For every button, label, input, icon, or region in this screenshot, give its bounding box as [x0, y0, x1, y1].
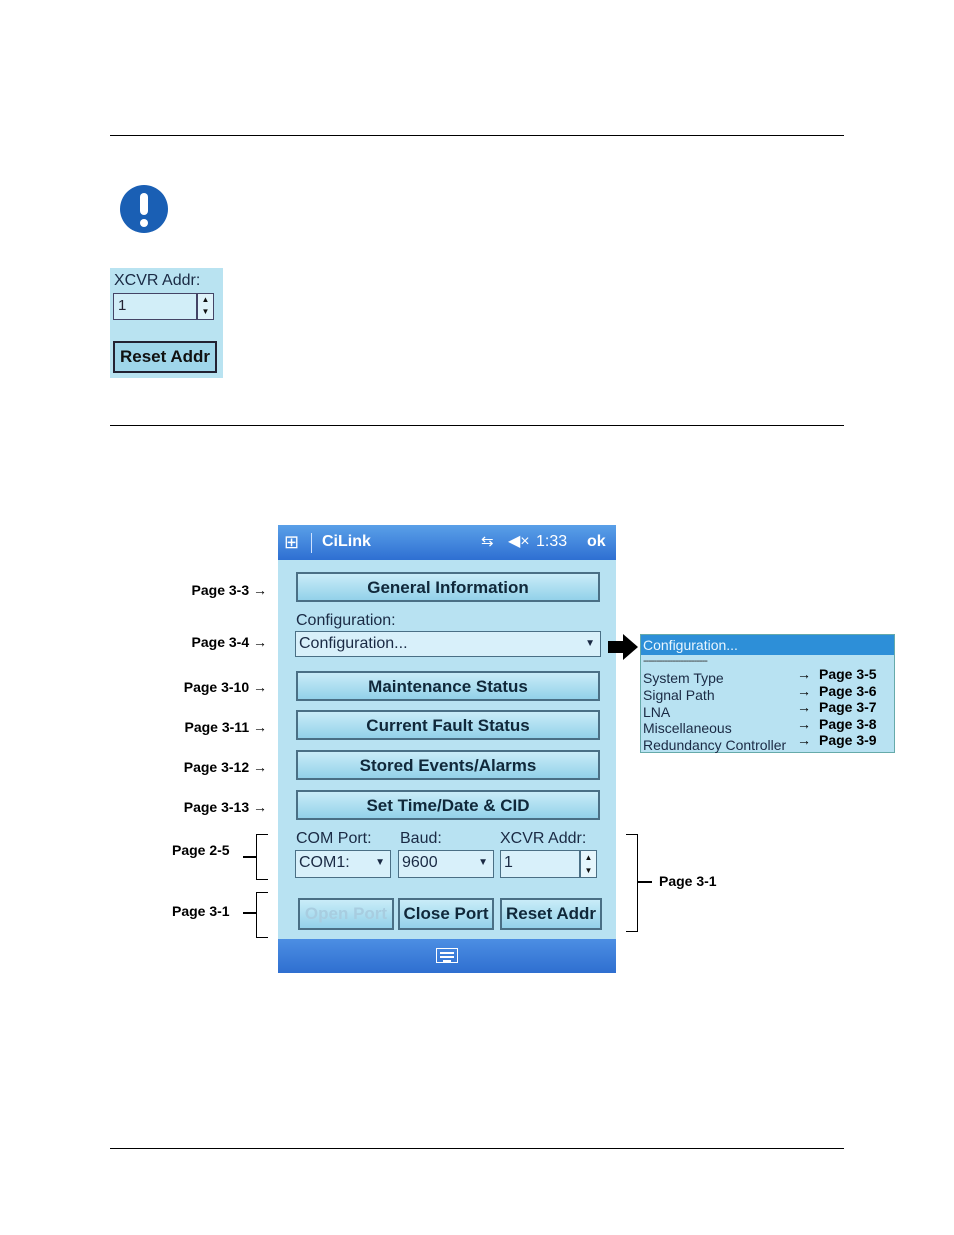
popup-page-ref: Page 3-9 — [819, 732, 877, 748]
inset-reset-addr-button[interactable]: Reset Addr — [113, 341, 217, 373]
current-fault-status-button[interactable]: Current Fault Status — [296, 710, 600, 740]
general-information-button[interactable]: General Information — [296, 572, 600, 602]
volume-muted-icon[interactable]: ◀× — [508, 533, 530, 550]
windows-logo-icon[interactable]: ⊞ — [284, 532, 300, 552]
right-arrow-icon — [608, 634, 638, 660]
popup-page-ref: Page 3-7 — [819, 699, 877, 715]
ref-com: Page 2-5 — [172, 842, 230, 858]
popup-item[interactable]: System Type — [643, 670, 724, 686]
popup-arrow: → — [797, 699, 811, 715]
xcvr-addr-label: XCVR Addr: — [500, 830, 587, 847]
chevron-down-icon: ▼ — [375, 857, 385, 868]
inset-xcvr-label: XCVR Addr: — [114, 272, 201, 289]
bottom-rule — [110, 1148, 844, 1149]
title-bar — [278, 525, 616, 560]
spin-down-icon[interactable]: ▼ — [584, 866, 593, 875]
ref-xcvr: Page 3-1 — [659, 873, 717, 889]
ref-general: Page 3-3 → — [191, 582, 267, 598]
baud-select[interactable]: 9600 ▼ — [398, 850, 494, 878]
com-port-label: COM Port: — [296, 830, 372, 847]
open-port-button[interactable]: Open Port — [298, 898, 394, 930]
xcvr-spinner[interactable] — [580, 850, 597, 878]
set-time-date-button[interactable]: Set Time/Date & CID — [296, 790, 600, 820]
connectivity-icon[interactable]: ⇆ — [481, 533, 494, 550]
popup-item[interactable]: Signal Path — [643, 687, 715, 703]
popup-item[interactable]: LNA — [643, 704, 671, 720]
popup-page-ref: Page 3-5 — [819, 666, 877, 682]
reset-addr-button[interactable]: Reset Addr — [500, 898, 602, 930]
configuration-popup — [640, 634, 895, 753]
inset-spinner[interactable] — [197, 293, 214, 320]
ok-button[interactable]: ok — [587, 533, 606, 550]
popup-page-ref: Page 3-8 — [819, 716, 877, 732]
ref-events: Page 3-12 → — [183, 759, 267, 775]
ref-maint: Page 3-10 → — [183, 679, 267, 695]
top-rule — [110, 135, 844, 136]
popup-page-ref: Page 3-6 — [819, 683, 877, 699]
baud-label: Baud: — [400, 830, 442, 847]
popup-divider: ------------------------ — [643, 655, 707, 667]
configuration-select[interactable]: Configuration... ▼ — [295, 631, 601, 657]
important-icon — [120, 185, 168, 233]
close-port-button[interactable]: Close Port — [398, 898, 494, 930]
middle-rule — [110, 425, 844, 426]
device-screenshot — [278, 525, 616, 973]
chevron-down-icon: ▼ — [585, 638, 595, 649]
chevron-down-icon: ▼ — [478, 857, 488, 868]
ref-ports: Page 3-1 — [172, 903, 230, 919]
ref-time: Page 3-13 → — [183, 799, 267, 815]
popup-arrow: → — [797, 683, 811, 699]
app-title: CiLink — [322, 533, 371, 550]
popup-arrow: → — [797, 666, 811, 682]
xcvr-bracket — [626, 834, 638, 932]
ports-bracket — [256, 892, 268, 938]
popup-header[interactable]: Configuration... — [641, 635, 894, 655]
config-label: Configuration: — [296, 612, 396, 629]
popup-arrow: → — [797, 716, 811, 732]
popup-item[interactable]: Redundancy Controller — [643, 737, 787, 753]
com-port-select[interactable]: COM1: ▼ — [295, 850, 391, 878]
keyboard-icon[interactable] — [436, 948, 458, 963]
clock[interactable]: 1:33 — [536, 533, 568, 550]
ref-config: Page 3-4 → — [191, 634, 267, 650]
inset-xcvr-field[interactable]: 1 — [113, 293, 197, 320]
popup-item[interactable]: Miscellaneous — [643, 720, 732, 736]
popup-arrow: → — [797, 732, 811, 748]
com-bracket — [256, 834, 268, 880]
xcvr-addr-field[interactable]: 1 — [500, 850, 580, 878]
bottom-bar — [278, 939, 616, 973]
spin-up-icon[interactable]: ▲ — [201, 295, 210, 304]
maintenance-status-button[interactable]: Maintenance Status — [296, 671, 600, 701]
xcvr-addr-inset — [110, 268, 223, 378]
spin-up-icon[interactable]: ▲ — [584, 853, 593, 862]
spin-down-icon[interactable]: ▼ — [201, 307, 210, 316]
ref-fault: Page 3-11 → — [184, 719, 267, 735]
stored-events-button[interactable]: Stored Events/Alarms — [296, 750, 600, 780]
